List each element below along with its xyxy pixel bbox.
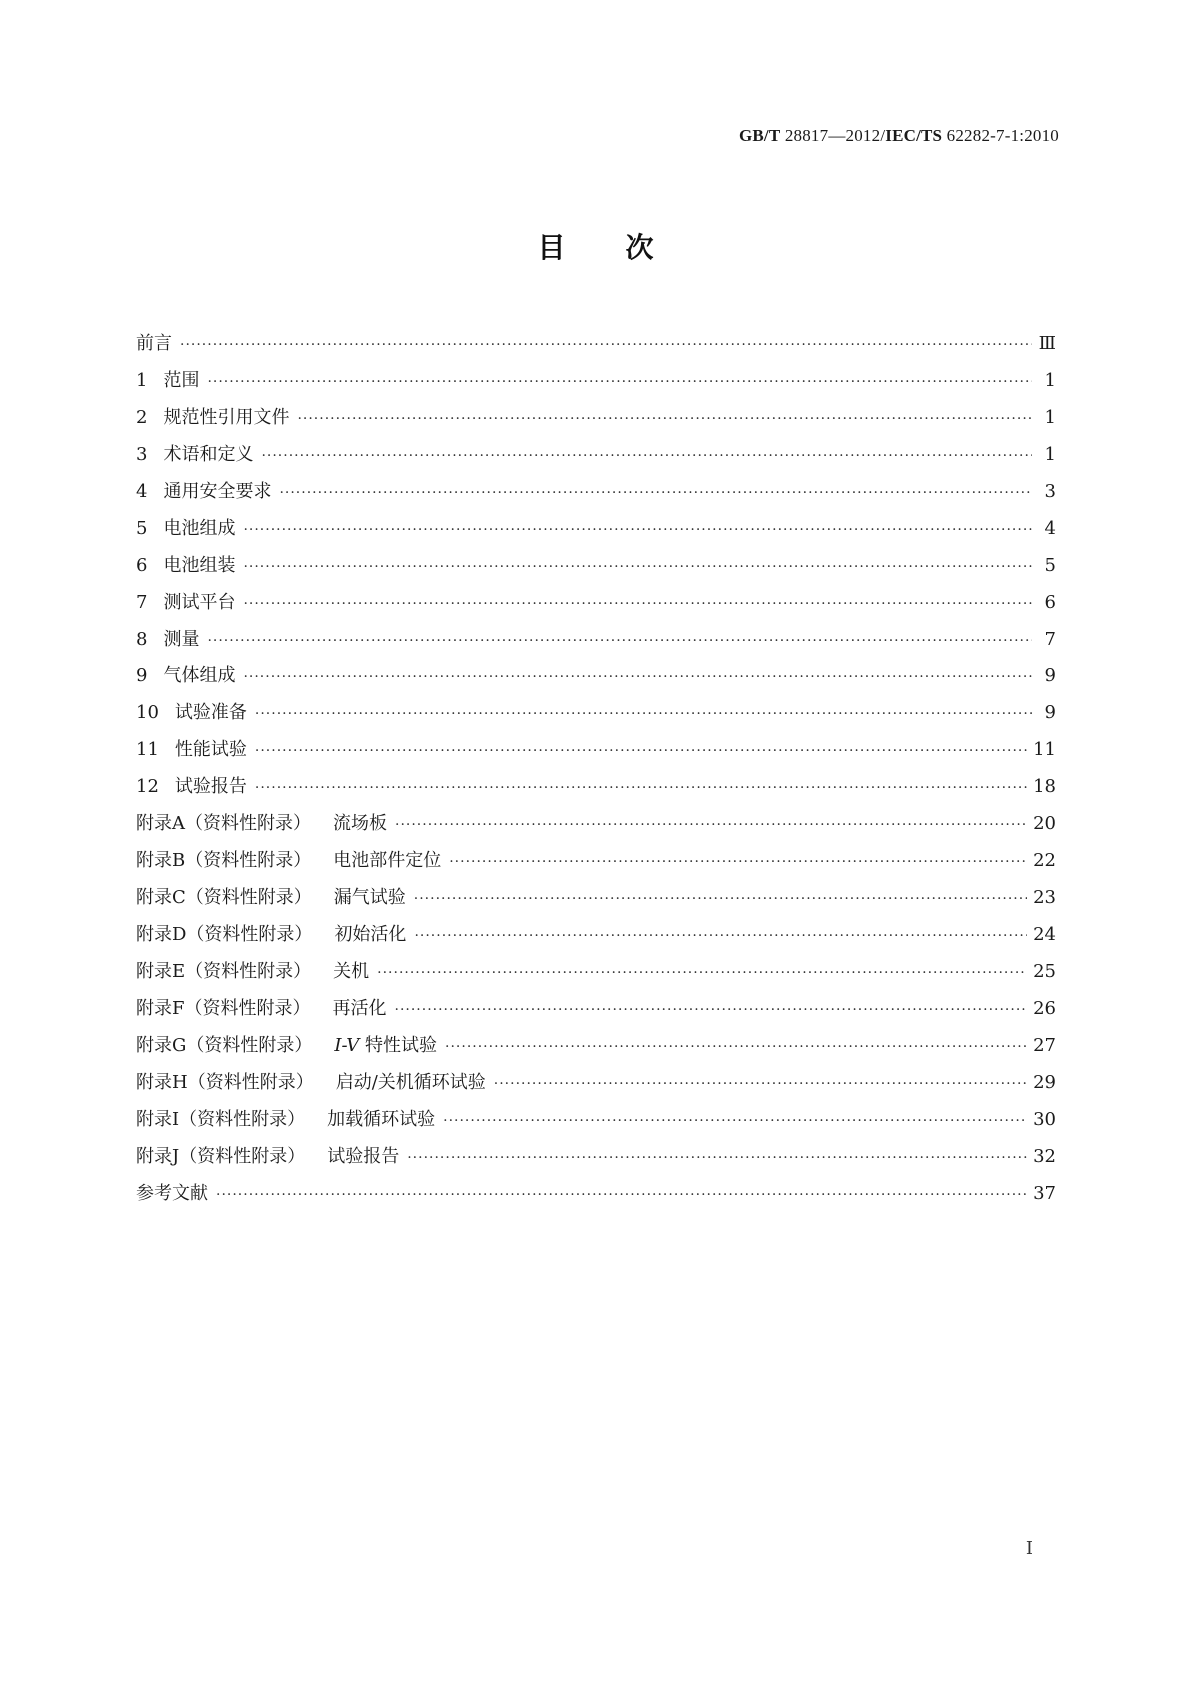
toc-entry-number: 2 <box>136 406 148 428</box>
toc-leader-dots <box>243 586 1032 623</box>
toc-entry-title: 性能试验 <box>174 739 247 761</box>
toc-entry-label <box>136 585 235 622</box>
toc-leader-dots <box>395 992 1028 1029</box>
toc-entry-number: 附录F（资料性附录） <box>136 997 311 1019</box>
standard-code: 28817—2012/ <box>780 126 886 145</box>
toc-leader-dots <box>207 364 1032 401</box>
toc-entry-page: 29 <box>1033 1071 1056 1093</box>
toc-entry-number: 3 <box>136 443 148 465</box>
toc-entry-number: 附录G（资料性附录） <box>136 1034 313 1056</box>
toc-entry-label <box>136 954 369 991</box>
toc-entry-label <box>136 622 199 659</box>
toc-entry-number: 附录D（资料性附录） <box>136 924 313 945</box>
page-title: 目次 <box>537 231 714 264</box>
toc-entry-title: 再活化 <box>332 997 387 1019</box>
toc-entry-title: 加载循环试验 <box>327 1108 436 1130</box>
toc-entry-page: 24 <box>1033 924 1056 945</box>
toc-entry[interactable] <box>136 1139 1056 1176</box>
toc-entry-page: 4 <box>1044 517 1056 539</box>
toc-leader-dots <box>297 401 1032 438</box>
toc-entry-page: 22 <box>1033 850 1056 872</box>
toc-leader-dots <box>216 1177 1027 1214</box>
toc-entry[interactable] <box>136 695 1056 732</box>
toc-entry-number: 6 <box>136 554 148 576</box>
toc-entry-title: 术语和定义 <box>163 443 254 465</box>
toc-leader-dots <box>414 881 1027 918</box>
toc-entry-label <box>136 1139 399 1176</box>
toc-entry-label <box>136 806 387 843</box>
toc-entry-number: 8 <box>136 628 148 650</box>
toc-entry-label <box>136 363 199 400</box>
iec-prefix: IEC/TS <box>885 126 943 145</box>
toc-entry-page: 11 <box>1033 739 1056 761</box>
standard-prefix: GB/T <box>738 126 781 145</box>
toc-entry-title: 流场板 <box>333 813 387 835</box>
toc-leader-dots <box>207 623 1032 660</box>
toc-entry-label <box>136 326 172 363</box>
toc-entry-number: 12 <box>136 776 159 798</box>
toc-leader-dots <box>494 1066 1027 1103</box>
toc-entry-number: 9 <box>136 665 148 687</box>
toc-entry-page: 9 <box>1044 702 1056 724</box>
toc-entry-label <box>136 695 247 732</box>
toc-leader-dots <box>443 1103 1027 1140</box>
toc-entry-number: 10 <box>136 702 159 724</box>
toc-leader-dots <box>279 475 1032 512</box>
toc-leader-dots <box>180 327 1032 364</box>
toc-entry[interactable] <box>136 585 1056 622</box>
toc-entry-page: 20 <box>1033 813 1056 835</box>
toc-entry-label <box>136 843 441 880</box>
toc-entry-number: 附录C（资料性附录） <box>136 887 312 909</box>
toc-entry[interactable] <box>136 474 1056 511</box>
toc-entry-label <box>136 400 289 437</box>
table-of-contents <box>136 326 1056 1213</box>
toc-entry[interactable] <box>136 769 1056 806</box>
toc-entry-page: 1 <box>1044 369 1056 391</box>
toc-leader-dots <box>255 733 1027 770</box>
toc-entry[interactable] <box>136 437 1056 474</box>
toc-entry[interactable] <box>136 1176 1056 1213</box>
toc-entry-title: 特性试验 <box>359 1034 438 1056</box>
toc-entry[interactable] <box>136 1028 1056 1065</box>
toc-entry[interactable] <box>136 363 1056 400</box>
toc-leader-dots <box>414 918 1027 955</box>
toc-entry[interactable] <box>136 326 1056 363</box>
toc-leader-dots <box>445 1029 1027 1066</box>
toc-leader-dots <box>377 955 1027 992</box>
toc-entry-label <box>136 1102 435 1139</box>
footer-page-number: I <box>1025 1538 1033 1559</box>
toc-entry-page: 3 <box>1044 480 1056 502</box>
toc-entry-title: 初始活化 <box>334 924 407 945</box>
toc-entry-number: 1 <box>136 369 148 391</box>
toc-entry-title: 测量 <box>163 628 200 650</box>
toc-entry-title: 通用安全要求 <box>163 480 272 502</box>
toc-entry-page: 23 <box>1033 887 1056 909</box>
toc-entry-label <box>136 732 247 769</box>
toc-entry[interactable] <box>136 1102 1056 1139</box>
iec-code: 62282-7-1:2010 <box>942 126 1059 145</box>
toc-entry-page: Ⅲ <box>1038 333 1056 354</box>
toc-leader-dots <box>243 512 1032 549</box>
toc-entry-page: 6 <box>1044 591 1056 613</box>
toc-entry[interactable] <box>136 548 1056 585</box>
toc-entry[interactable] <box>136 1065 1056 1102</box>
toc-entry[interactable] <box>136 917 1056 954</box>
toc-entry-title: 测试平台 <box>163 591 236 613</box>
toc-entry[interactable] <box>136 843 1056 880</box>
toc-entry-number: 附录E（资料性附录） <box>136 960 312 982</box>
toc-entry-title: 范围 <box>163 369 200 391</box>
toc-entry[interactable] <box>136 806 1056 843</box>
toc-entry[interactable] <box>136 954 1056 991</box>
toc-entry-page: 1 <box>1044 443 1056 465</box>
toc-entry-label <box>136 548 235 585</box>
toc-entry-page: 18 <box>1033 776 1056 798</box>
toc-entry-page: 9 <box>1044 665 1056 687</box>
toc-entry-page: 1 <box>1044 406 1056 428</box>
toc-entry-title: 气体组成 <box>163 665 236 687</box>
toc-entry-number: 7 <box>136 591 148 613</box>
toc-entry[interactable] <box>136 880 1056 917</box>
toc-entry-title: 试验准备 <box>174 702 247 724</box>
toc-entry-label <box>136 991 387 1028</box>
toc-leader-dots <box>255 696 1032 733</box>
toc-entry-label <box>136 769 247 806</box>
toc-entry-number: 附录A（资料性附录） <box>136 813 311 835</box>
toc-entry-page: 32 <box>1033 1145 1056 1167</box>
toc-entry-page: 27 <box>1033 1034 1056 1056</box>
toc-entry-title: 启动/关机循环试验 <box>335 1071 486 1093</box>
toc-entry-label <box>136 658 235 695</box>
toc-leader-dots <box>395 807 1027 844</box>
toc-entry-page: 7 <box>1044 628 1056 650</box>
toc-entry[interactable] <box>136 991 1056 1028</box>
toc-leader-dots <box>449 844 1027 881</box>
toc-entry[interactable] <box>136 511 1056 548</box>
toc-entry-title: 前言 <box>136 333 172 354</box>
toc-leader-dots <box>255 770 1027 807</box>
toc-entry-title: 试验报告 <box>327 1145 400 1167</box>
toc-entry-title: 试验报告 <box>174 776 247 798</box>
toc-entry-page: 37 <box>1033 1182 1056 1204</box>
toc-entry-title-italic: I-V <box>334 1034 360 1056</box>
toc-entry-title: 参考文献 <box>136 1182 208 1204</box>
toc-entry[interactable] <box>136 622 1056 659</box>
toc-leader-dots <box>243 549 1032 586</box>
toc-entry-page: 25 <box>1033 960 1056 982</box>
toc-leader-dots <box>243 659 1032 696</box>
toc-entry[interactable] <box>136 732 1056 769</box>
toc-entry-page: 30 <box>1033 1108 1056 1130</box>
toc-entry-label <box>136 437 253 474</box>
toc-entry[interactable] <box>136 400 1056 437</box>
toc-entry-title: 电池组成 <box>163 517 236 539</box>
toc-entry-number: 附录B（资料性附录） <box>136 850 312 872</box>
toc-entry-number: 附录I（资料性附录） <box>136 1108 306 1130</box>
toc-entry-title: 规范性引用文件 <box>163 406 290 428</box>
toc-entry-number: 附录H（资料性附录） <box>136 1071 314 1093</box>
toc-entry-label <box>136 1065 486 1102</box>
toc-entry-label <box>136 880 406 917</box>
standard-number <box>739 126 1059 146</box>
toc-entry-number: 4 <box>136 480 148 502</box>
toc-entry-title: 电池部件定位 <box>333 850 442 872</box>
toc-entry[interactable] <box>136 658 1056 695</box>
toc-entry-number: 5 <box>136 517 148 539</box>
toc-entry-label <box>136 1176 208 1213</box>
toc-entry-title: 关机 <box>333 960 370 982</box>
toc-entry-number: 附录J（资料性附录） <box>136 1145 306 1167</box>
toc-entry-label <box>136 511 235 548</box>
toc-entry-page: 5 <box>1044 554 1056 576</box>
toc-entry-title: 电池组装 <box>163 554 236 576</box>
toc-entry-page: 26 <box>1033 997 1056 1019</box>
toc-entry-number: 11 <box>136 739 159 761</box>
toc-leader-dots <box>407 1140 1027 1177</box>
toc-entry-label <box>136 917 406 954</box>
toc-entry-label <box>136 1028 437 1065</box>
toc-entry-title: 漏气试验 <box>333 887 406 909</box>
toc-entry-label <box>136 474 271 511</box>
toc-leader-dots <box>261 438 1032 475</box>
